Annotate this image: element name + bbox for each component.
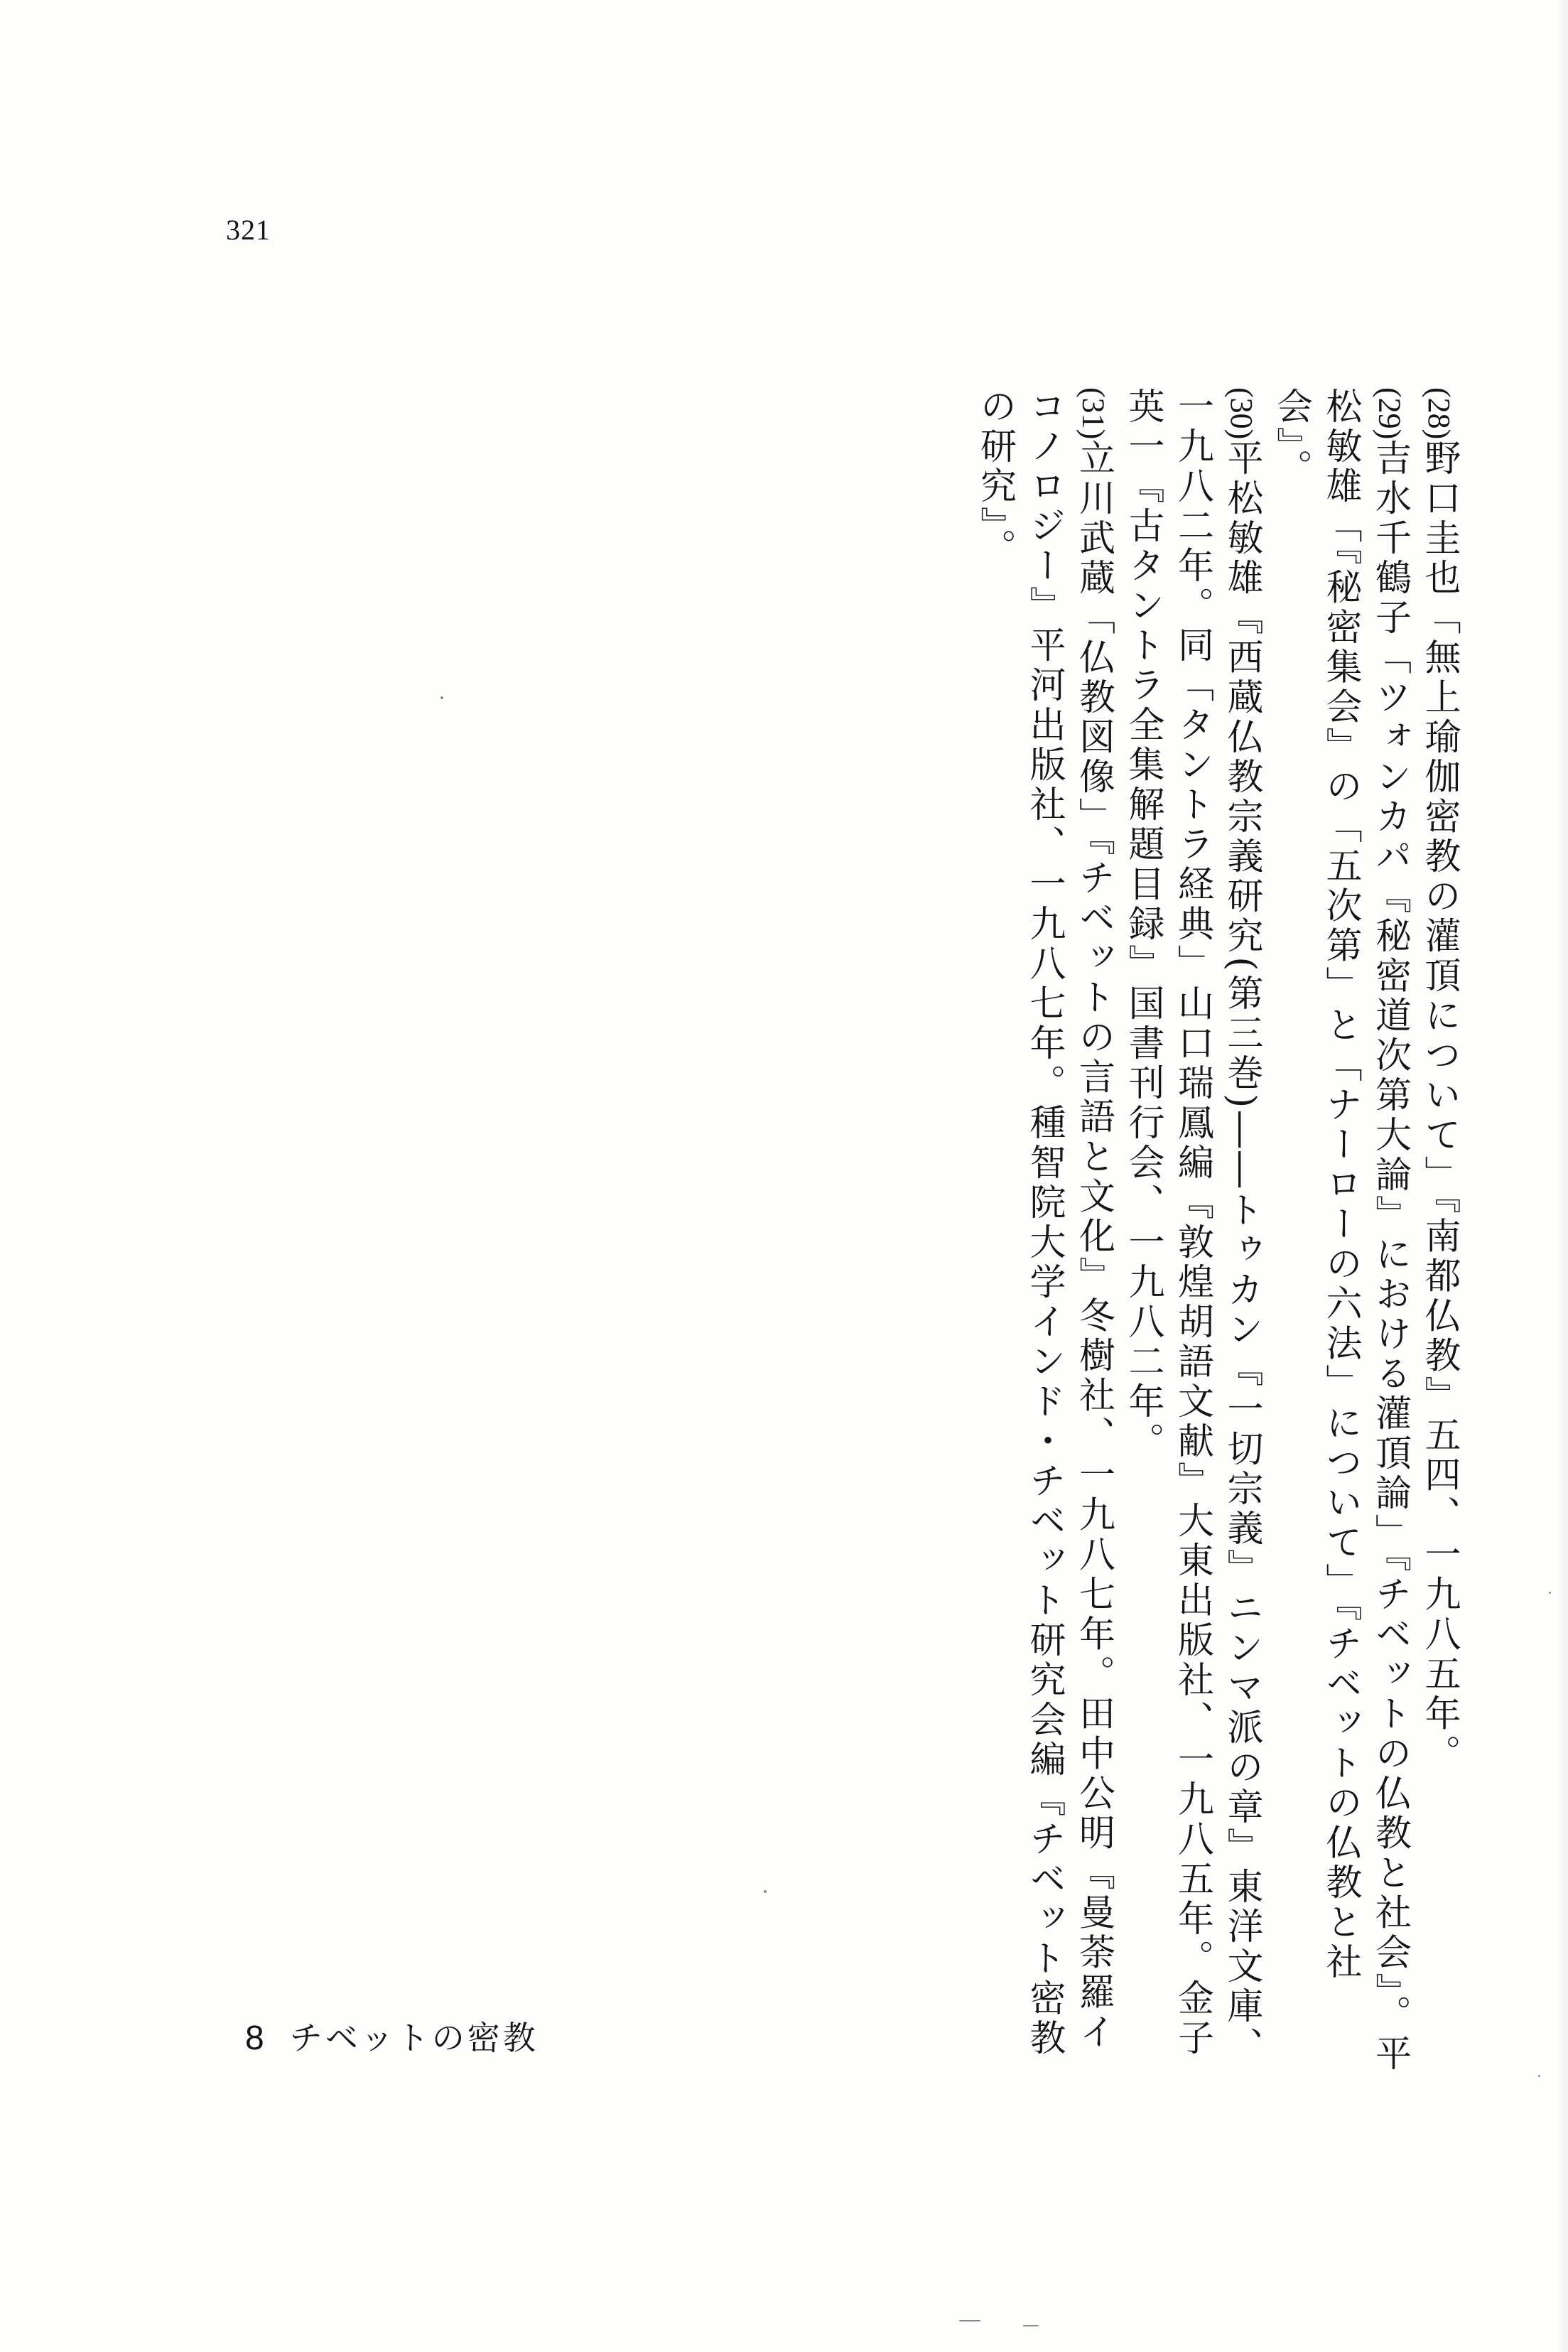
endnote-text: 立川武蔵「仏教図像」『チベットの言語と文化』冬樹社、一九八七年。田中公明『曼荼羅イコノロジー』平河出版社、一九八七年。種智院大学インド・チベット研究会編『チベット密教の研究』。 — [973, 387, 1115, 2059]
endnote-text: 平松敏雄『西蔵仏教宗義研究(第三巻)――トゥカン『一切宗義』ニンマ派の章』東洋文庫、一九八二年。同「タントラ経典」山口瑞鳳編『敦煌胡語文献』大東出版社、一九八五年。金子英一『古タントラ全集解題目録』国書刊行会、一九八二年。 — [1122, 387, 1262, 2067]
page-edge-shadow — [1558, 0, 1568, 2352]
scan-speck — [440, 696, 443, 699]
endnote-number: (30) — [1224, 387, 1259, 440]
endnote-number: (29) — [1372, 387, 1407, 440]
endnote-30 — [1118, 387, 1267, 2078]
endnote-text: 吉水千鶴子「ツォンカパ『秘密道次第大論』における灌頂論」『チベットの仏教と社会』。平松敏雄「『秘密集会』の「五次第」と「ナーローの六法」について」『チベットの仏教と社会』。 — [1270, 387, 1411, 2075]
scan-speck — [764, 1890, 767, 1893]
endnote-28 — [1415, 387, 1464, 2078]
endnote-number: (28) — [1422, 387, 1456, 440]
scan-speck — [1023, 2325, 1039, 2326]
endnote-29 — [1266, 387, 1415, 2078]
endnote-31 — [970, 387, 1118, 2078]
running-footer — [245, 2012, 539, 2059]
page-number: 321 — [226, 214, 271, 246]
scan-speck — [959, 2320, 980, 2321]
endnote-number: (31) — [1076, 387, 1111, 440]
endnotes-block — [973, 387, 1464, 2078]
scan-speck — [1538, 2075, 1540, 2077]
endnote-text: 野口圭也「無上瑜伽密教の灌頂について」『南都仏教』五四、一九八五年。 — [1418, 439, 1460, 1774]
scan-speck — [1549, 1592, 1551, 1594]
chapter-number: 8 — [245, 2019, 264, 2057]
chapter-title: チベットの密教 — [289, 2019, 539, 2057]
